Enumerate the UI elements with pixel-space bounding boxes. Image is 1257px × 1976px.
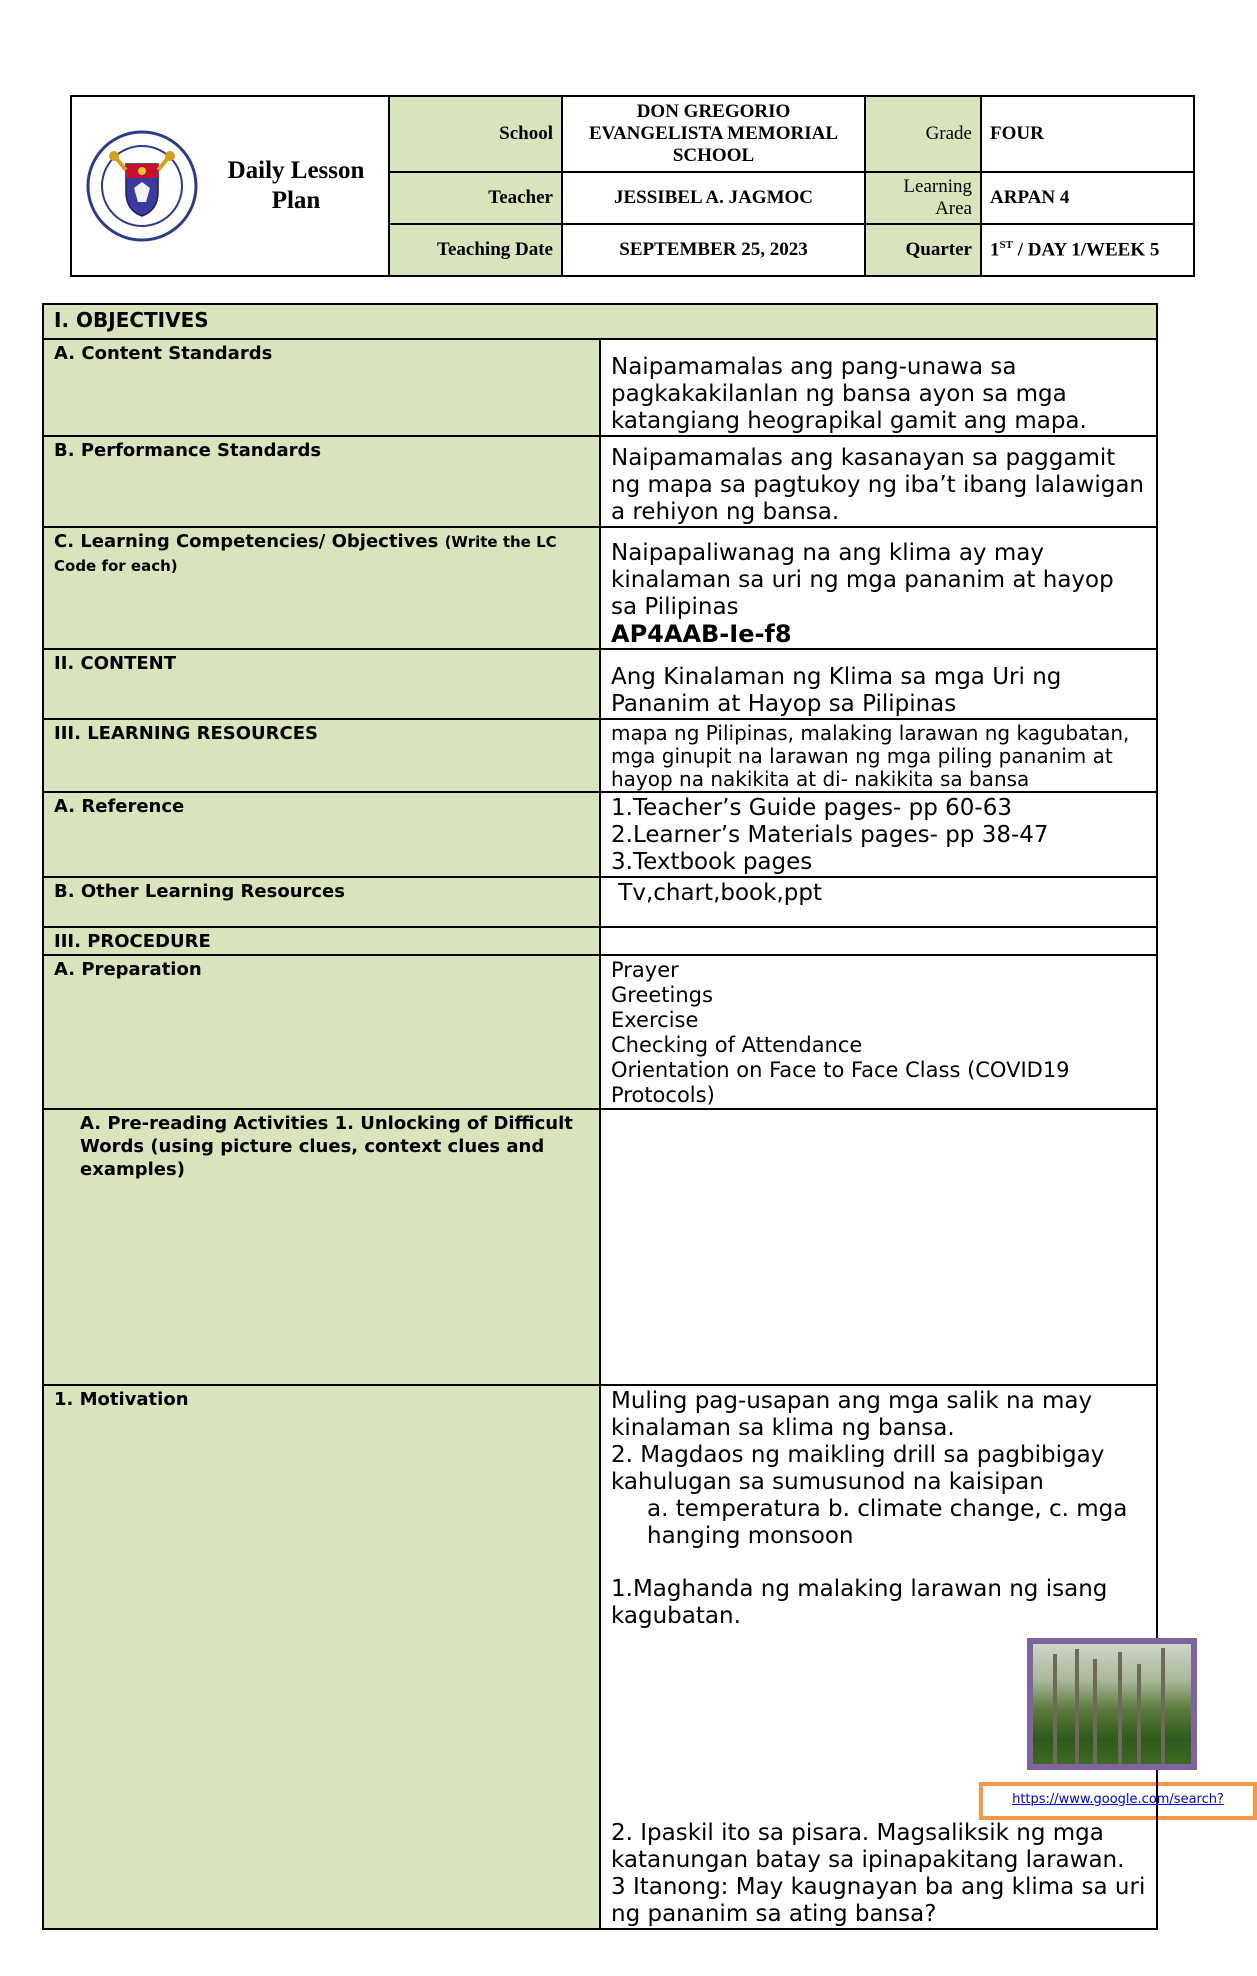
pre-reading-empty	[600, 1109, 1157, 1385]
teacher-value: JESSIBEL A. JAGMOC	[562, 172, 865, 224]
quarter-value: 1ST / DAY 1/WEEK 5	[981, 224, 1194, 276]
motivation-cell	[600, 1385, 1224, 1929]
motivation-line: a. temperatura b. climate change, c. mga hanging monsoon	[647, 1496, 1128, 1549]
other-resources-label: B. Other Learning Resources	[43, 877, 600, 927]
school-value: DON GREGORIO EVANGELISTA MEMORIAL SCHOOL	[562, 96, 865, 172]
teaching-date-value: SEPTEMBER 25, 2023	[562, 224, 865, 276]
performance-standards-text: Naipamamalas ang kasanayan sa paggamit ng mapa sa pagtukoy ng iba’t ibang lalawigan a rehiyon ng bansa.	[600, 436, 1157, 527]
content-standards-text: Naipamamalas ang pang-unawa sa pagkakakilanlan ng bansa ayon sa mga katangiang heograpikal gamit ang mapa.	[600, 339, 1157, 436]
learning-area-value: ARPAN 4	[981, 172, 1194, 224]
objectives-heading: I. OBJECTIVES	[43, 304, 1157, 339]
reference-cell	[600, 792, 1157, 877]
preparation-item: Orientation on Face to Face Class (COVID19 Protocols)	[611, 1058, 1070, 1107]
lesson-plan-title: Daily Lesson Plan	[227, 157, 365, 214]
motivation-line: 2. Magdaos ng maikling drill sa pagbibigay kahulugan sa sumusunod na kaisipan	[611, 1442, 1105, 1495]
preparation-item: Exercise	[611, 1008, 699, 1032]
competencies-label: C. Learning Competencies/ Objectives (Write the LC Code for each)	[43, 527, 600, 649]
teaching-date-label: Teaching Date	[389, 224, 562, 276]
preparation-item: Greetings	[611, 983, 713, 1007]
content-standards-label: A. Content Standards	[43, 339, 600, 436]
reference-item: 1.Teacher’s Guide pages- pp 60-63	[611, 795, 1012, 821]
motivation-line: Muling pag-usapan ang mga salik na may kinalaman sa klima ng bansa.	[611, 1388, 1093, 1441]
preparation-item: Prayer	[611, 958, 679, 982]
image-source-link[interactable]: https://www.google.com/search?	[1012, 1792, 1224, 1807]
learning-area-label: Learning Area	[865, 172, 981, 224]
motivation-label: 1. Motivation	[43, 1385, 600, 1929]
performance-standards-label: B. Performance Standards	[43, 436, 600, 527]
teacher-label: Teacher	[389, 172, 562, 224]
content-label: II. CONTENT	[43, 649, 600, 719]
logo-title-cell	[71, 96, 389, 276]
preparation-label: A. Preparation	[43, 955, 600, 1109]
header-table	[70, 95, 1195, 277]
forest-image	[1027, 1638, 1197, 1770]
grade-value: FOUR	[981, 96, 1194, 172]
learning-resources-text: mapa ng Pilipinas, malaking larawan ng kagubatan, mga ginupit na larawan ng mga piling pananim at hayop na nakikita at di- nakikita sa bansa	[600, 719, 1157, 792]
reference-item: 2.Learner’s Materials pages- pp 38-47	[611, 822, 1049, 848]
procedure-empty	[600, 927, 1157, 955]
learning-resources-label: III. LEARNING RESOURCES	[43, 719, 600, 792]
preparation-item: Checking of Attendance	[611, 1033, 863, 1057]
grade-label: Grade	[865, 96, 981, 172]
other-resources-text: Tv,chart,book,ppt	[600, 877, 1157, 927]
quarter-label: Quarter	[865, 224, 981, 276]
procedure-label: III. PROCEDURE	[43, 927, 600, 955]
reference-label: A. Reference	[43, 792, 600, 877]
reference-item: 3.Textbook pages	[611, 849, 813, 875]
motivation-line: 1.Maghanda ng malaking larawan ng isang kagubatan.	[611, 1576, 1108, 1629]
preparation-cell	[600, 955, 1157, 1109]
image-source-link-box	[979, 1782, 1257, 1820]
motivation-line: 3 Itanong: May kaugnayan ba ang klima sa uri ng pananim sa ating bansa?	[611, 1874, 1146, 1927]
motivation-line: 2. Ipaskil ito sa pisara. Magsaliksik ng mga katanungan batay sa ipinapakitang larawan.	[611, 1820, 1125, 1873]
competencies-cell	[600, 527, 1157, 649]
lc-code: AP4AAB-Ie-f8	[611, 620, 792, 648]
lesson-plan-table	[42, 303, 1224, 1930]
deped-seal-icon	[86, 130, 198, 242]
competencies-text: Naipapaliwanag na ang klima ay may kinalaman sa uri ng mga pananim at hayop sa Pilipinas	[611, 540, 1114, 620]
school-label: School	[389, 96, 562, 172]
content-text: Ang Kinalaman ng Klima sa mga Uri ng Pananim at Hayop sa Pilipinas	[600, 649, 1157, 719]
pre-reading-label: A. Pre-reading Activities 1. Unlocking of Difficult Words (using picture clues, context clues and examples)	[43, 1109, 600, 1385]
